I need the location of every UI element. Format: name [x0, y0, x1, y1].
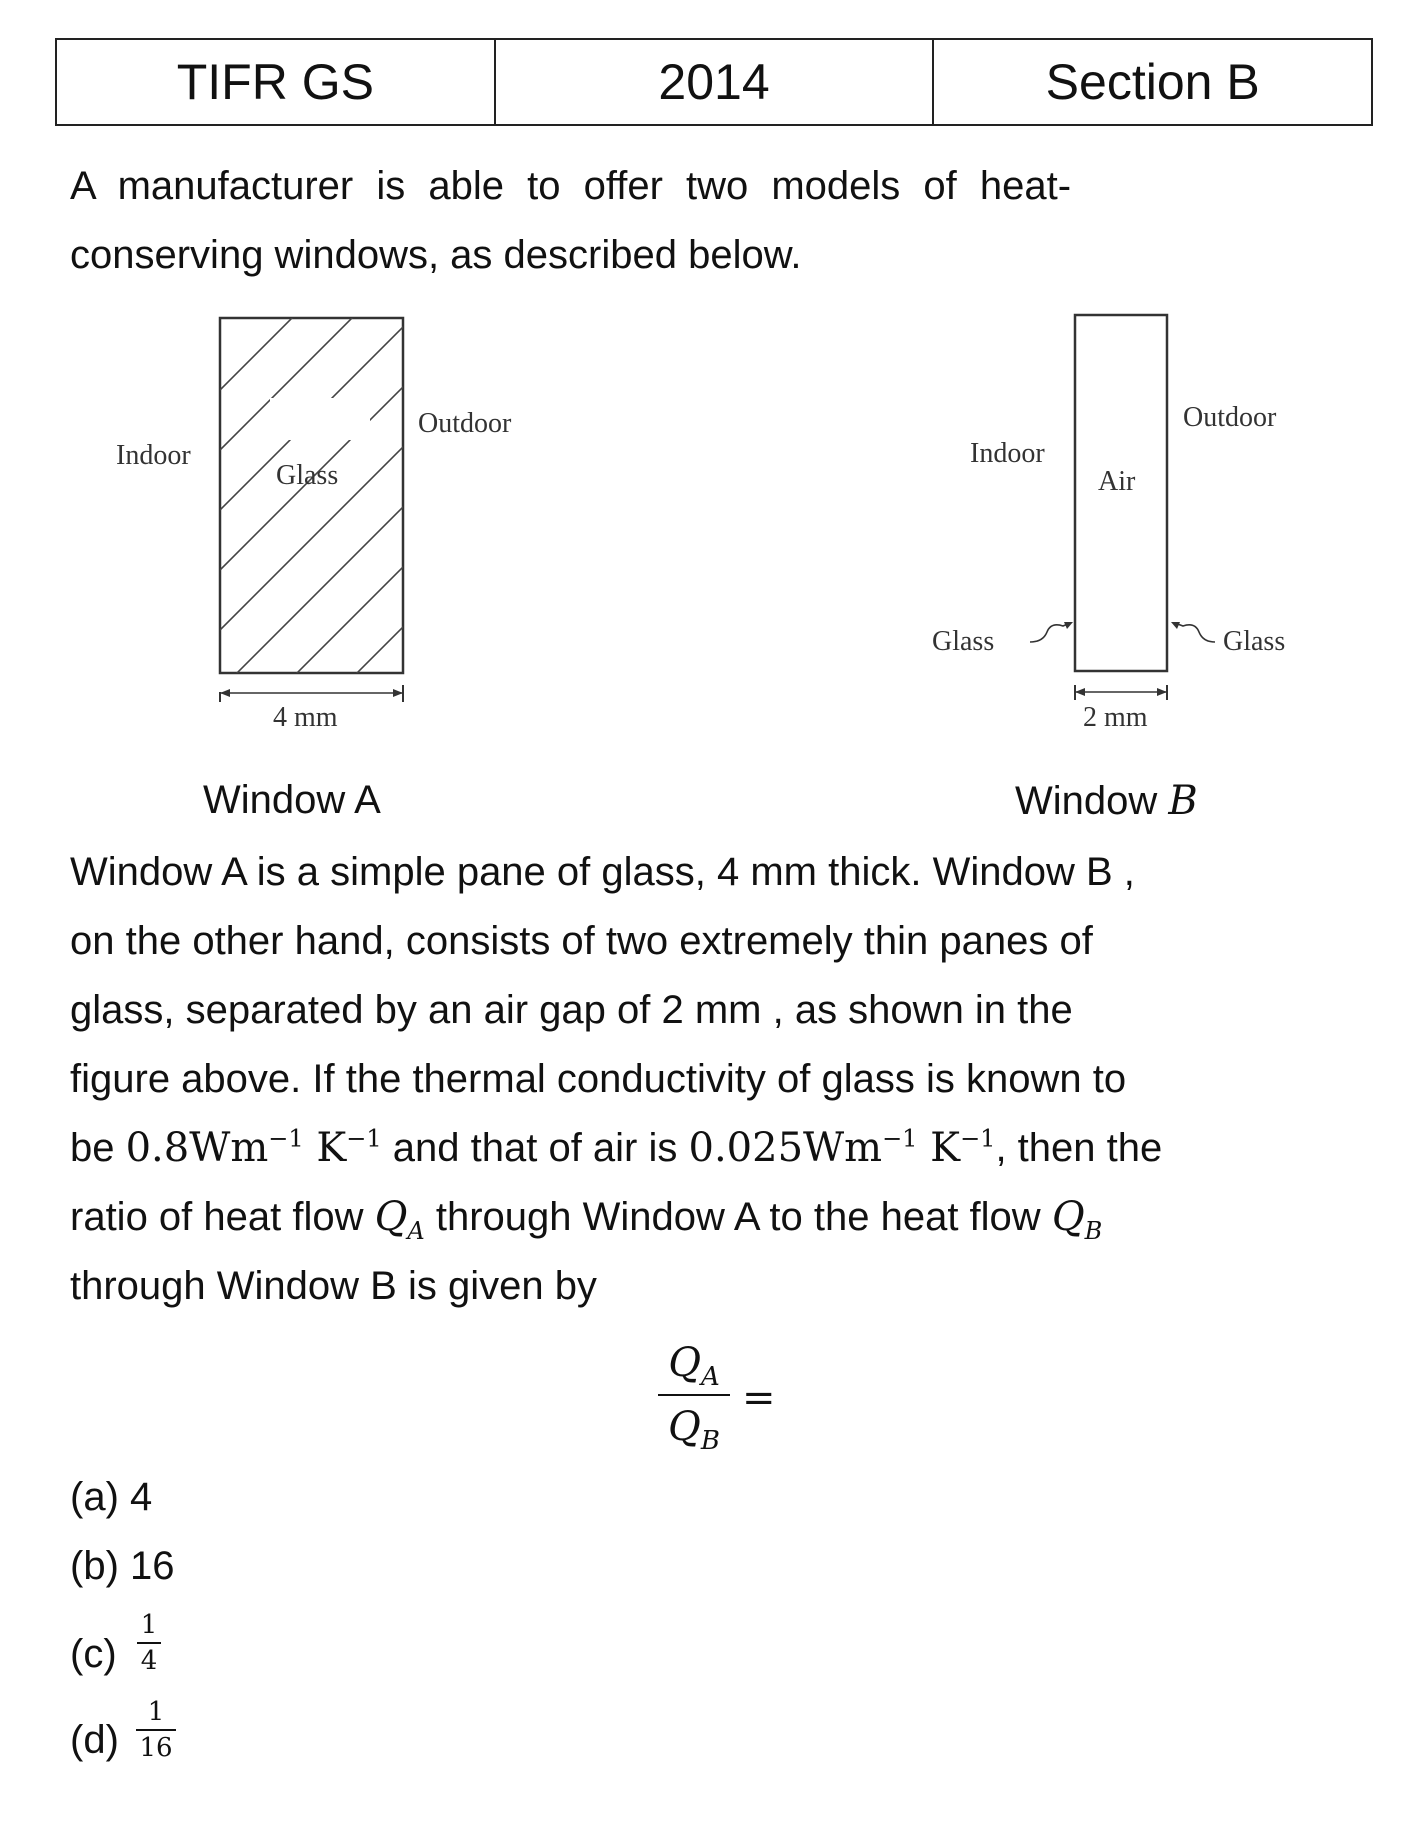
q-a-symbol: Q — [374, 1194, 408, 1240]
window-b-glass-right-label: Glass — [1223, 626, 1286, 657]
caption-window-b — [1015, 778, 1198, 824]
body-line-5-mid: and that of air is — [381, 1126, 689, 1170]
ratio-denominator — [668, 1402, 720, 1456]
window-b-outdoor-label: Outdoor — [1183, 402, 1277, 433]
body-line-6-mid: through Window A to the heat flow — [424, 1195, 1052, 1239]
window-a-thickness-label: 4 mm — [273, 702, 338, 733]
option-d-label: (d) — [70, 1718, 119, 1762]
window-a-outdoor-label: Outdoor — [418, 408, 512, 439]
figure-window-b — [925, 300, 1335, 740]
option-d-numerator: 1 — [147, 1697, 165, 1727]
q-b-subscript: B — [1084, 1217, 1103, 1245]
window-b-drawing — [925, 300, 1335, 740]
option-a-value: 4 — [130, 1475, 153, 1519]
option-c-fraction — [137, 1610, 161, 1676]
window-a-glass-label: Glass — [276, 460, 339, 491]
caption-window-b-letter: B — [1168, 778, 1198, 824]
option-b-label: (b) — [70, 1544, 119, 1588]
header-year: 2014 — [496, 40, 935, 124]
body-line-5 — [70, 1114, 1370, 1183]
body-line-7: through Window B is given by — [70, 1264, 597, 1308]
window-a-indoor-label: Indoor — [116, 440, 191, 471]
q-a-subscript: A — [407, 1217, 425, 1245]
body-line-2: on the other hand, consists of two extremely thin panes of — [70, 919, 1093, 963]
window-a-drawing — [110, 300, 550, 740]
k-air-value: 0.025Wm — [688, 1125, 883, 1171]
window-b-gap-label: 2 mm — [1083, 702, 1148, 733]
option-b[interactable] — [70, 1544, 175, 1589]
k-air-exp-1: −1 — [882, 1124, 918, 1153]
header-exam: TIFR GS — [57, 40, 496, 124]
option-c-bar — [137, 1642, 161, 1644]
window-b-air-label: Air — [1098, 466, 1136, 497]
ratio-denominator-sub: B — [700, 1426, 720, 1456]
k-glass-exp-1: −1 — [268, 1124, 304, 1153]
window-b-glass-left-label: Glass — [932, 626, 995, 657]
intro-line-1: A manufacturer is able to offer two models of heat- — [70, 164, 1072, 208]
ratio-fraction — [658, 1338, 730, 1456]
header-section: Section B — [1045, 54, 1260, 110]
body-line-4: figure above. If the thermal conductivity of glass is known to — [70, 1057, 1127, 1101]
body-line-1: Window A is a simple pane of glass, 4 mm thick. Window B , — [70, 850, 1135, 894]
option-d[interactable] — [70, 1718, 119, 1763]
q-b-symbol: Q — [1051, 1194, 1085, 1240]
ratio-bar — [658, 1394, 730, 1396]
option-a[interactable] — [70, 1475, 152, 1520]
option-c-denominator: 4 — [140, 1646, 158, 1676]
k-air-unit: K — [917, 1125, 961, 1171]
k-glass-value: 0.8Wm — [125, 1125, 269, 1171]
ratio-numerator-sub: A — [701, 1362, 720, 1392]
ratio-numerator — [668, 1338, 720, 1392]
body-line-5-start: be — [70, 1126, 126, 1170]
caption-window-a: Window A — [203, 778, 381, 822]
body-line-5-end: , then the — [995, 1126, 1163, 1170]
header-table — [55, 38, 1373, 126]
option-d-fraction — [136, 1697, 176, 1763]
caption-window-b-word: Window — [1015, 779, 1158, 823]
ratio-numerator-q: Q — [668, 1340, 701, 1386]
option-c-label: (c) — [70, 1632, 117, 1676]
window-b-indoor-label: Indoor — [970, 438, 1045, 469]
k-glass-exp-2: −1 — [346, 1124, 382, 1153]
body-line-6 — [70, 1183, 1370, 1252]
option-c-numerator: 1 — [140, 1610, 158, 1640]
option-b-value: 16 — [130, 1544, 175, 1588]
option-a-label: (a) — [70, 1475, 119, 1519]
body-line-6-start: ratio of heat flow — [70, 1195, 375, 1239]
option-d-denominator: 16 — [139, 1733, 173, 1763]
k-glass-unit: K — [303, 1125, 347, 1171]
ratio-equals: = — [742, 1375, 776, 1421]
figure-window-a — [110, 300, 550, 740]
ratio-denominator-q: Q — [668, 1404, 701, 1450]
intro-line-2: conserving windows, as described below. — [70, 233, 802, 277]
body-line-3: glass, separated by an air gap of 2 mm , as shown in the — [70, 988, 1073, 1032]
option-d-bar — [136, 1729, 176, 1731]
k-air-exp-2: −1 — [960, 1124, 996, 1153]
option-c[interactable] — [70, 1632, 117, 1677]
